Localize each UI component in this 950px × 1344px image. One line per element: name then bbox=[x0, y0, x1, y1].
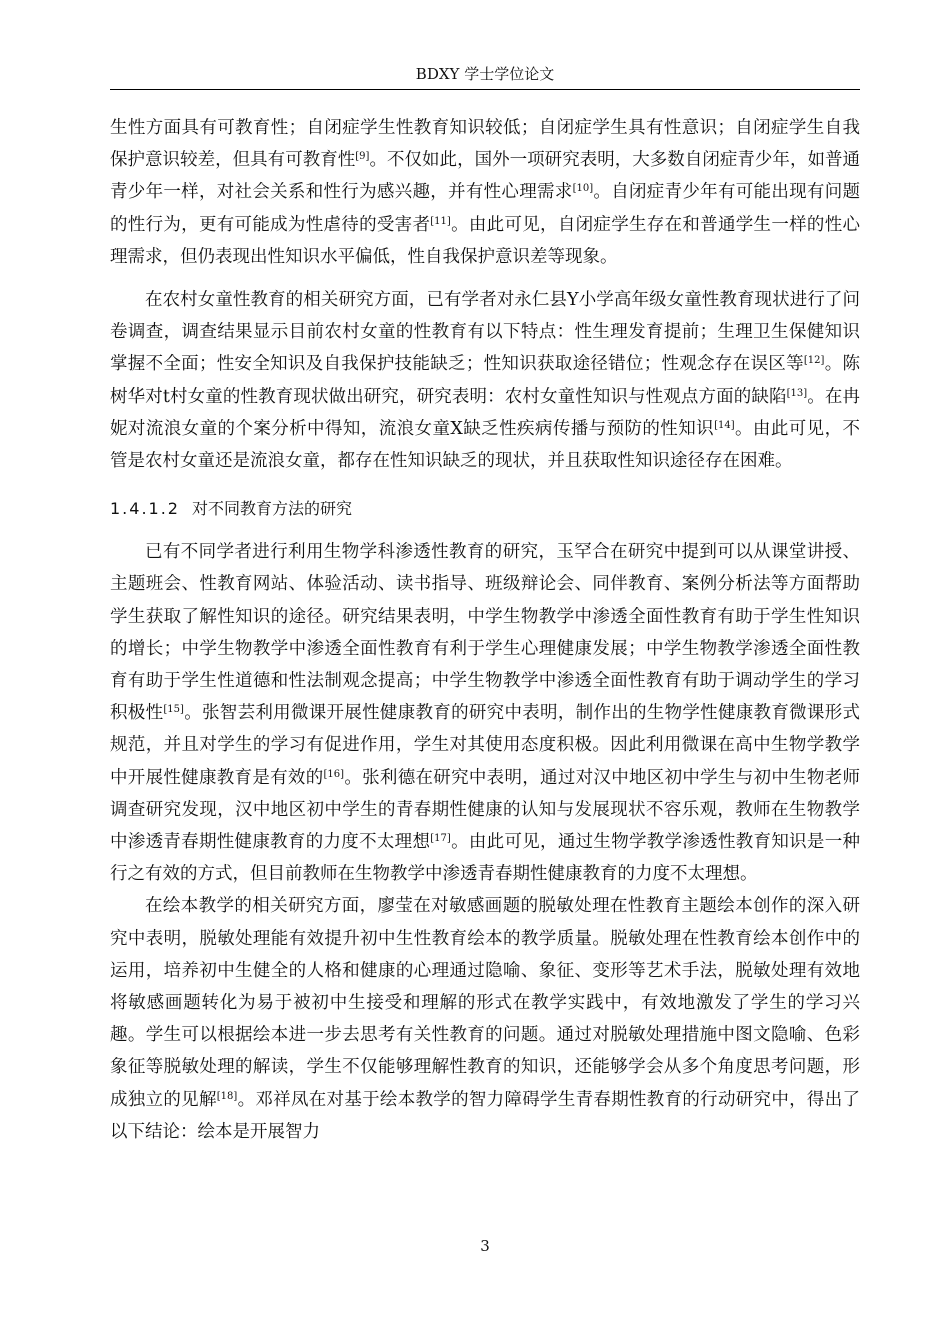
text-run: 。由此可见，通过生物学教学渗透性教育知识是一种行之有效的方式，但目前教师在生物教学中渗透青春期性健康教育的力度不太理想。 bbox=[110, 832, 861, 885]
citation-ref: [11] bbox=[430, 215, 451, 227]
section-heading bbox=[110, 496, 860, 522]
text-run: 。在冉妮对流浪女童的个案分析中得知，流浪女童X缺乏性疾病传播与预防的性知识 bbox=[110, 386, 861, 439]
citation-ref: [16] bbox=[323, 768, 345, 780]
citation-ref: [9] bbox=[355, 151, 370, 163]
paragraph-autism-continued bbox=[110, 112, 860, 273]
paragraph-rural-girls bbox=[110, 284, 860, 477]
text-run: 生性方面具有可教育性；自闭症学生性教育知识较低；自闭症学生具有性意识；自闭症学生自我保护意识较差，但具有可教育性 bbox=[110, 118, 860, 171]
body-text bbox=[110, 112, 860, 1148]
text-run: 。不仅如此，国外一项研究表明，大多数自闭症青少年，如普通青少年一样，对社会关系和性行为感兴趣，并有性心理需求 bbox=[110, 150, 861, 203]
text-run: 。由此可见，自闭症学生存在和普通学生一样的性心理需求，但仍表现出性知识水平偏低，性自我保护意识差等现象。 bbox=[110, 214, 861, 267]
citation-ref: [15] bbox=[163, 704, 184, 716]
text-run: 在农村女童性教育的相关研究方面，已有学者对永仁县Y小学高年级女童性教育现状进行了问卷调查，调查结果显示目前农村女童的性教育有以下特点：性生理发育提前；生理卫生保健知识掌握不全面；性安全知识及自我保护技能缺乏；性知识获取途径错位；性观念存在误区等 bbox=[110, 290, 860, 375]
running-header: BDXY 学士学位论文 bbox=[415, 65, 555, 83]
text-run: 在绘本教学的相关研究方面，廖莹在对敏感画题的脱敏处理在性教育主题绘本创作的深入研究中表明，脱敏处理能有效提升初中生性教育绘本的教学质量。脱敏处理在性教育绘本创作中的运用，培养初中生健全的人格和健康的心理通过隐喻、象征、变形等艺术手法，脱敏处理有效地将敏感画题转化为易于被初中生接受和理解的形式在教学实践中，有效地激发了学生的学习兴趣。学生可以根据绘本进一步去思考有关性教育的问题。通过对脱敏处理措施中图文隐喻、色彩象征等脱敏处理的解读，学生不仅能够理解性教育的知识，还能够学会从多个角度思考问题，形成独立的见解 bbox=[110, 896, 860, 1110]
paragraph-picture-books bbox=[110, 890, 860, 1148]
text-run: 。陈树华对t村女童的性教育现状做出研究，研究表明：农村女童性知识与性观点方面的缺陷 bbox=[110, 354, 861, 407]
text-run: 。张利德在研究中表明，通过对汉中地区初中学生与初中生物老师调查研究发现，汉中地区初中学生的青春期性健康的认知与发展现状不容乐观，教师在生物教学中渗透青春期性健康教育的力度不太理想 bbox=[110, 767, 861, 853]
paragraph-biology-teaching bbox=[110, 536, 860, 890]
header-divider bbox=[110, 89, 860, 90]
citation-ref: [18] bbox=[216, 1090, 238, 1102]
text-run: 已有不同学者进行利用生物学科渗透性教育的研究，玉罕合在研究中提到可以从课堂讲授、主题班会、性教育网站、体验活动、读书指导、班级辩论会、同伴教育、案例分析法等方面帮助学生获取了解性知识的途径。研究结果表明，中学生物教学中渗透全面性教育有助于学生性知识的增长；中学生物教学中渗透全面性教育有利于学生心理健康发展；中学生物教学渗透全面性教育有助于学生性道德和性法制观念提高；中学生物教学中渗透全面性教育有助于调动学生的学习积极性 bbox=[110, 542, 860, 724]
text-run: 。由此可见，不管是农村女童还是流浪女童，都存在性知识缺乏的现状，并且获取性知识途径存在困难。 bbox=[110, 418, 860, 472]
text-run: 。自闭症青少年有可能出现有问题的性行为，更有可能成为性虐待的受害者 bbox=[110, 182, 861, 235]
citation-ref: [13] bbox=[786, 387, 808, 399]
text-run: 。张智芸利用微课开展性健康教育的研究中表明，制作出的生物学性健康教育微课形式规范，并且对学生的学习有促进作用，学生对其使用态度积极。因此利用微课在高中生物学教学中开展性健康教育是有效的 bbox=[110, 703, 861, 788]
page-number: 3 bbox=[480, 1237, 490, 1255]
citation-ref: [10] bbox=[572, 183, 594, 195]
citation-ref: [17] bbox=[430, 833, 451, 845]
citation-ref: [14] bbox=[714, 419, 735, 431]
section-title: 对不同教育方法的研究 bbox=[191, 499, 352, 519]
section-number: 1.4.1.2 bbox=[110, 499, 180, 519]
text-run: 。邓祥凤在对基于绘本教学的智力障碍学生青春期性教育的行动研究中，得出了以下结论：绘本是开展智力 bbox=[110, 1089, 861, 1142]
citation-ref: [12] bbox=[803, 355, 825, 367]
